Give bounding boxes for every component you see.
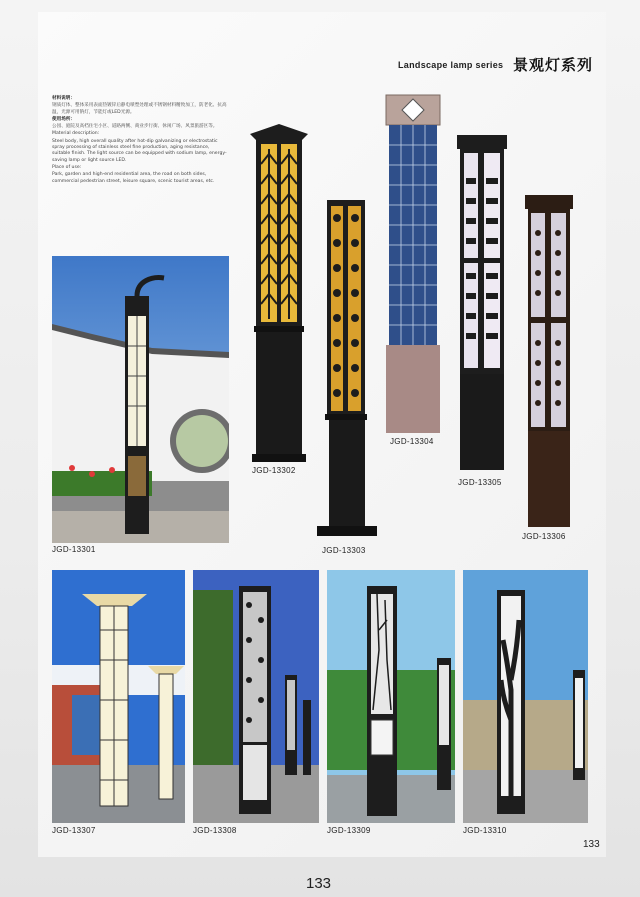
product-code-13305: JGD-13305	[458, 478, 502, 487]
material-title-en: Material description:	[52, 131, 100, 137]
place-text-cn: 公园、庭院及高档住宅小区、道路两侧、商业步行街、休闲广场、风景旅游区等。	[52, 124, 218, 130]
product-code-13303: JGD-13303	[322, 546, 366, 555]
product-code-13302: JGD-13302	[252, 466, 296, 475]
page-number-corner: 133	[583, 839, 600, 850]
description-block	[52, 96, 228, 186]
product-code-13309: JGD-13309	[327, 826, 371, 835]
place-title-cn: 使用场所：	[52, 116, 75, 122]
material-text-cn: 钢质灯体、整体采用表面热镀锌后静电喷塑处理或不锈钢材料精致加工，防老化、抗高温，光源可用钠灯，节能灯或LED光源。	[52, 103, 227, 115]
product-lamp-13304	[384, 93, 442, 435]
product-photo-13301	[52, 256, 229, 543]
product-photo-13309	[327, 570, 455, 823]
product-lamp-13303	[315, 198, 380, 542]
place-text-en: Park, garden and high-end residential area, the road on both sides, commercial pedestrian street, leisure square, scenic tourist areas, etc.	[52, 172, 215, 184]
product-lamp-13302	[246, 124, 312, 464]
product-code-13310: JGD-13310	[463, 826, 507, 835]
series-title-en: Landscape lamp series	[398, 60, 504, 70]
product-lamp-13305	[455, 133, 509, 473]
product-code-13308: JGD-13308	[193, 826, 237, 835]
product-code-13306: JGD-13306	[522, 532, 566, 541]
page-number-bottom: 133	[306, 875, 332, 892]
product-photo-13310	[463, 570, 588, 823]
product-lamp-13306	[523, 193, 575, 529]
place-title-en: Place of use:	[52, 164, 82, 170]
material-text-en: Steel body, high overall quality after hot-dip galvanizing or electrostatic spray processing of stainless steel fine production, aging resistance, suitable finish. The light source can be equipped with sodium lamp, energy-saving lamp or light source LED.	[52, 138, 227, 163]
product-photo-13308	[193, 570, 319, 823]
material-title-cn: 材料说明：	[52, 96, 75, 101]
series-title-cn: 景观灯系列	[513, 56, 594, 74]
product-code-13307: JGD-13307	[52, 826, 96, 835]
product-code-13304: JGD-13304	[390, 437, 434, 446]
product-photo-13307	[52, 570, 185, 823]
product-code-13301: JGD-13301	[52, 545, 96, 554]
